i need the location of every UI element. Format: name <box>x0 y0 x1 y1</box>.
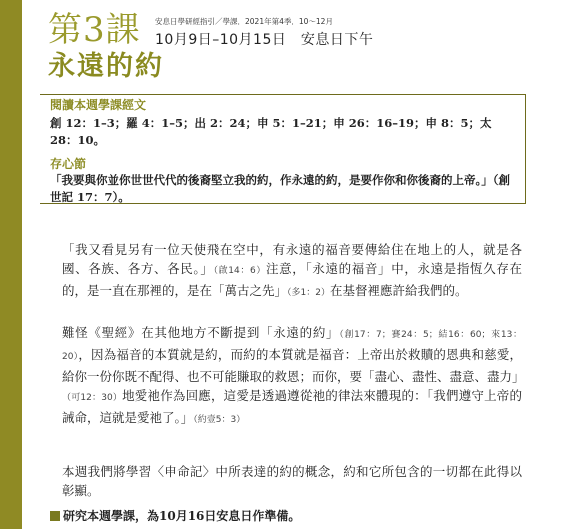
prep-text: 研究本週學課，為10月16日安息日作準備。 <box>63 509 301 523</box>
lesson-title: 永遠的約 <box>48 51 164 82</box>
p2-text-a: 難怪《聖經》在其他地方不斷提到「永遠的約」 <box>62 325 340 340</box>
reading-heading: 閱讀本週學課經文 <box>50 98 147 112</box>
lesson-number: 第3課 <box>48 10 141 50</box>
p1-text-b: 注意，「永遠的福音」中，永遠是指恆久存在的，是一直在那裡的，是在「萬古之先」 <box>62 261 522 298</box>
p1-ref-2: （多1：2） <box>287 288 330 298</box>
body-paragraph-3: 本週我們將學習〈申命記〉中所表達的約的概念，約和它所包含的一切都在此得以彰顯。 <box>62 464 522 498</box>
p1-text-c: 在基督裡應許給我們的。 <box>329 283 468 298</box>
p2-ref-2: （可12：30） <box>62 393 123 403</box>
memory-verse-heading: 存心節 <box>50 157 87 171</box>
prep-line <box>50 508 300 524</box>
p2-text-c: 地愛祂作為回應，這愛是透過遵從祂的律法來體現的：「我們遵守上帝的誡命，這就是愛祂了。」 <box>62 388 522 425</box>
memory-verse-text: 「我要與你並你世世代代的後裔堅立我的約，作永遠的約，是要作你和你後裔的上帝。」（創世記 17：7）。 <box>50 173 510 204</box>
reading-references: 創 12：1–3；羅 4：1–5；出 2：24；申 5：1–21；申 26：16–19；申 8：5；太 28：10。 <box>50 116 492 147</box>
p1-ref-1: （啟14：6） <box>213 266 267 276</box>
lesson-header <box>44 10 564 88</box>
p2-text-b: ，因為福音的本質就是約，而約的本質就是福音：上帝出於救贖的恩典和慈愛，給你一份你既不配得、也不可能賺取的救恩；而你，要「盡心、盡性、盡意、盡力」 <box>62 347 525 384</box>
body-paragraph-2 <box>62 323 525 430</box>
p2-ref-1: （創17：7；賽24：5；結16：60；來13：20） <box>62 330 522 362</box>
lesson-dates: 10月9日–10月15日 安息日下午 <box>155 32 374 48</box>
square-bullet-icon <box>50 511 60 521</box>
body-paragraph-1 <box>62 240 522 303</box>
p1-text-a: 「我又看見另有一位天使飛在空中，有永遠的福音要傳給住在地上的人，就是各國、各族、各方、各民。」 <box>62 242 522 276</box>
series-info: 安息日學研經指引／學課．2021年第4季．10～12月 <box>155 17 333 26</box>
left-accent-bar <box>0 0 22 529</box>
p2-ref-3: （約壹5：3） <box>193 415 246 425</box>
